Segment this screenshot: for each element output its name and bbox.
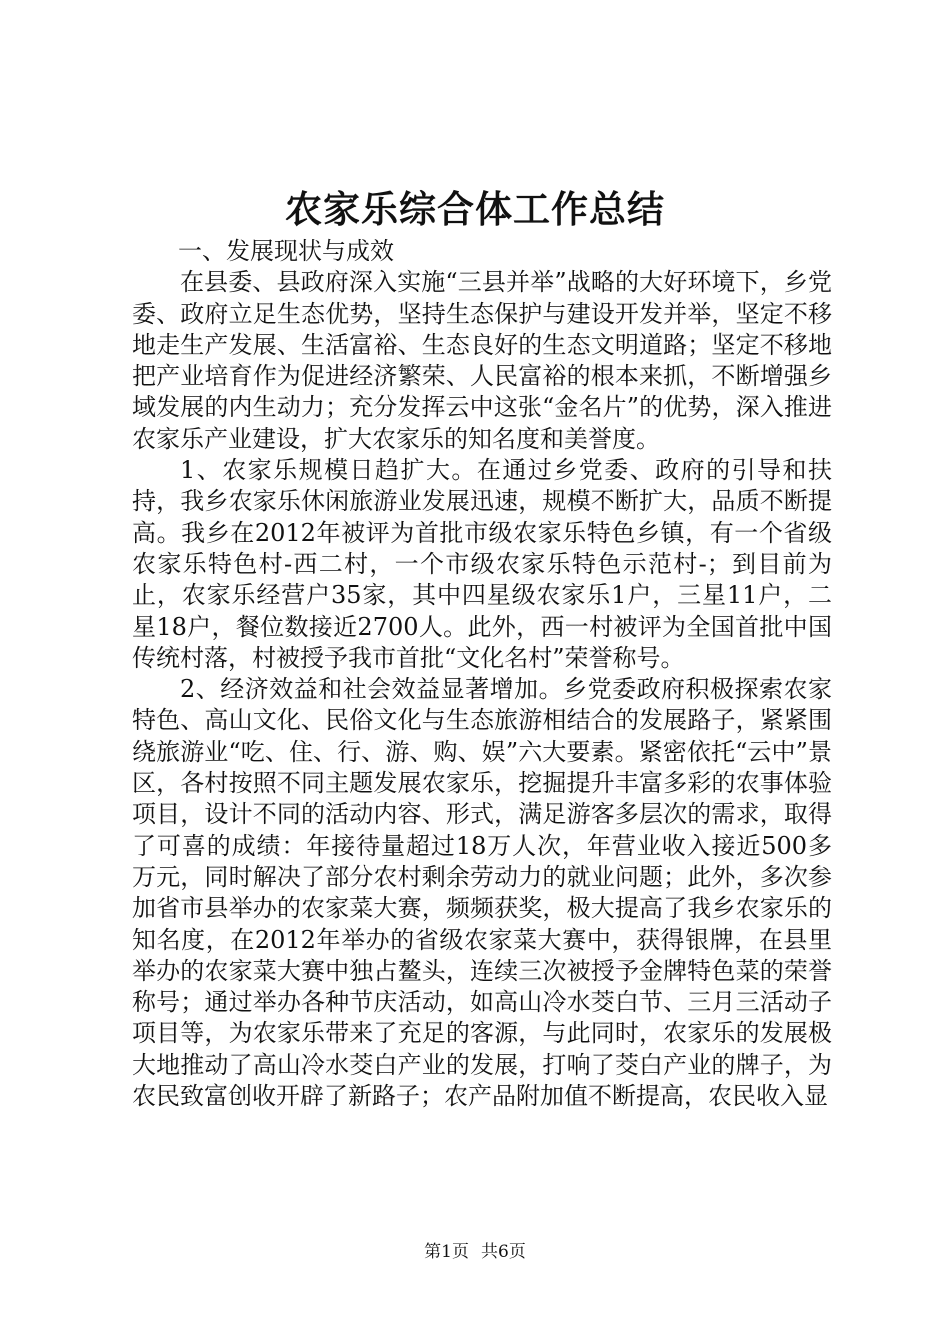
- section-heading: 一、发展现状与成效: [178, 237, 394, 265]
- paragraph-scale: 1、农家乐规模日趋扩大。在通过乡党委、政府的引导和扶持，我乡农家乐休闲旅游业发展迅速，规模不断扩大，品质不断提高。我乡在2012年被评为首批市级农家乐特色乡镇，有一个省级农家乐特色村-西二村，一个市级农家乐特色示范村-；到目前为止，农家乐经营户35家，其中四星级农家乐1户，三星11户，二星18户，餐位数接近2700人。此外，西一村被评为全国首批中国传统村落，村被授予我市首批“文化名村”荣誉称号。: [132, 456, 832, 672]
- page-number: 第1页: [424, 1242, 469, 1262]
- document-title: 农家乐综合体工作总结: [285, 187, 665, 231]
- paragraph-benefits: 2、经济效益和社会效益显著增加。乡党委政府积极探索农家特色、高山文化、民俗文化与生态旅游相结合的发展路子，紧紧围绕旅游业“吃、住、行、游、购、娱”六大要素。紧密依托“云中”景区，各村按照不同主题发展农家乐，挖掘提升丰富多彩的农事体验项目，设计不同的活动内容、形式，满足游客多层次的需求，取得了可喜的成绩：年接待量超过18万人次，年营业收入接近500多万元，同时解决了部分农村剩余劳动力的就业问题；此外，多次参加省市县举办的农家菜大赛，频频获奖，极大提高了我乡农家乐的知名度，在2012年举办的省级农家菜大赛中，获得银牌，在县里举办的农家菜大赛中独占鳌头，连续三次被授予金牌特色菜的荣誉称号；通过举办各种节庆活动，如高山冷水茭白节、三月三活动子项目等，为农家乐带来了充足的客源，与此同时，农家乐的发展极大地推动了高山冷水茭白产业的发展，打响了茭白产业的牌子，为农民致富创收开辟了新路子；农产品附加值不断提高，农民收入显: [132, 675, 832, 1111]
- page-total: 共6页: [481, 1242, 526, 1262]
- page-footer: [0, 1240, 950, 1264]
- paragraph-intro: 在县委、县政府深入实施“三县并举”战略的大好环境下，乡党委、政府立足生态优势，坚持生态保护与建设开发并举，坚定不移地走生产发展、生活富裕、生态良好的生态文明道路；坚定不移地把产业培育作为促进经济繁荣、人民富裕的根本来抓，不断增强乡域发展的内生动力；充分发挥云中这张“金名片”的优势，深入推进农家乐产业建设，扩大农家乐的知名度和美誉度。: [132, 268, 832, 453]
- document-body: [132, 236, 832, 1112]
